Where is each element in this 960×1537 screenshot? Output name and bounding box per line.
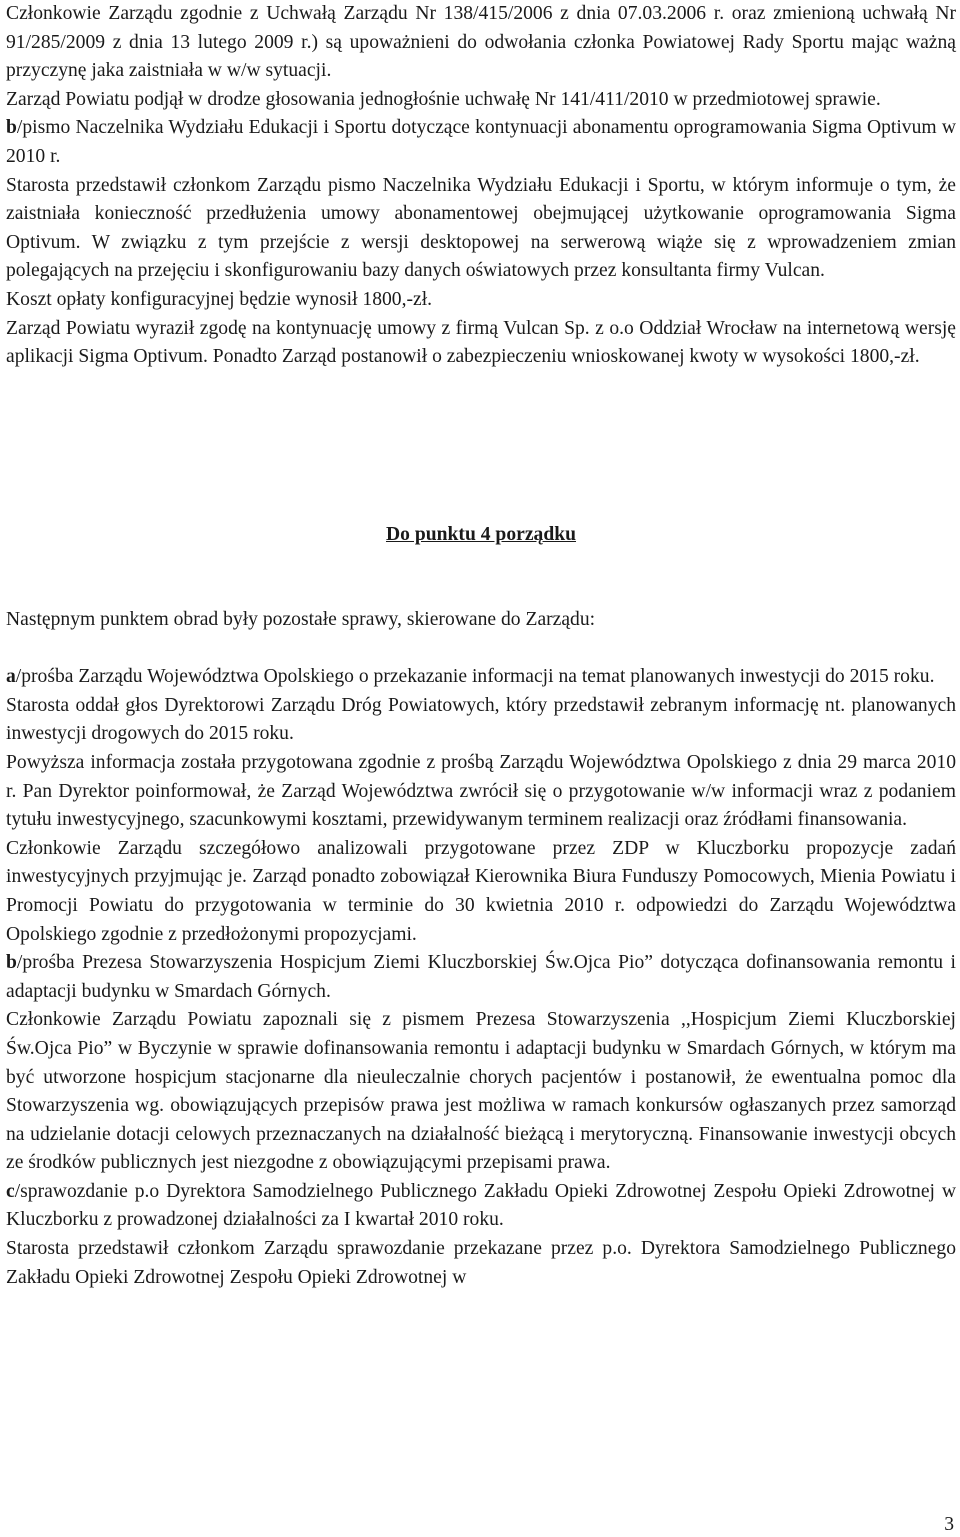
item-b-sigma-optivum [6, 114, 956, 171]
item-label: b [6, 952, 17, 974]
paragraph-roads-director: Starosta oddał głos Dyrektorowi Zarządu Dróg Powiatowych, który przedstawił zebranym informację nt. planowanych inwestycji drogowych do 2015 roku. [6, 694, 956, 745]
item-a-investment-request [6, 663, 956, 692]
paragraph-resolution-adopted: Zarząd Powiatu podjął w drodze głosowania jednogłośnie uchwałę Nr 141/411/2010 w przedmiotowej sprawie. [6, 88, 881, 110]
item-b-hospice-request [6, 949, 956, 1006]
item-label: a [6, 666, 16, 688]
section-heading [6, 521, 956, 550]
paragraph-report-presentation: Starosta przedstawił członkom Zarządu sprawozdanie przekazane przez p.o. Dyrektora Samodzielnego Publicznego Zakładu Opieki Zdrowotnej Zespołu Opieki Zdrowotnej w [6, 1238, 956, 1288]
section-4-body [6, 606, 956, 1292]
paragraph-configuration-cost: Koszt opłaty konfiguracyjnej będzie wynosił 1800,-zł. [6, 288, 433, 310]
item-label: c [6, 1180, 15, 1202]
spacer [6, 635, 956, 664]
paragraph-board-consent: Zarząd Powiatu wyraził zgodę na kontynuację umowy z firmą Vulcan Sp. z o.o Oddział Wrocław na internetową wersję aplikacji Sigma Optivum. Ponadto Zarząd postanowił o zabezpieczeniu wnioskowanej kwoty w wysokości 1800,-zł. [6, 317, 956, 368]
item-text: /prośba Prezesa Stowarzyszenia Hospicjum Ziemi Kluczborskiej Św.Ojca Pio” dotycząca dofinansowania remontu i adaptacji budynku w Smardach Górnych. [6, 952, 956, 1002]
item-c-report [6, 1178, 956, 1235]
item-text: /prośba Zarządu Województwa Opolskiego o przekazanie informacji na temat planowanych inwestycji do 2015 roku. [15, 666, 935, 688]
page-number: 3 [944, 1514, 954, 1535]
heading-item-4: Do punktu 4 porządku [385, 524, 577, 545]
section-3-continuation [6, 0, 956, 372]
item-text: /pismo Naczelnika Wydziału Edukacji i Sportu dotyczące kontynuacji abonamentu oprogramowania Sigma Optivum w 2010 r. [6, 117, 956, 167]
paragraph-other-matters-intro: Następnym punktem obrad były pozostałe sprawy, skierowane do Zarządu: [6, 609, 596, 630]
item-text: /sprawozdanie p.o Dyrektora Samodzielnego Publicznego Zakładu Opieki Zdrowotnej Zespołu Opieki Zdrowotnej w Kluczborku z prowadzonej działalności za I kwartał 2010 roku. [6, 1180, 956, 1231]
item-label: b [6, 117, 17, 139]
paragraph-starosta-presentation: Starosta przedstawił członkom Zarządu pismo Naczelnika Wydziału Edukacji i Sportu, w którym informuje o tym, że zaistniała konieczność przedłużenia umowy abonamentowej obejmującej użytkowanie oprogramowania Sigma Optivum. W związku z tym przejście z wersji desktopowej na serwerową wiąże się z wprowadzeniem zmian polegających na przejęciu i skonfigurowaniu bazy danych oświatowych przez konsultanta firmy Vulcan. [6, 174, 956, 282]
paragraph-information-prepared: Powyższa informacja została przygotowana zgodnie z prośbą Zarządu Województwa Opolskiego z dnia 29 marca 2010 r. Pan Dyrektor poinformował, że Zarząd Województwa zwrócił się o przygotowanie w/w informacji wraz z podaniem tytułu inwestycyjnego, szacunkowymi kosztami, przewidywanym terminem realizacji oraz źródłami finansowania. [6, 751, 956, 831]
paragraph-board-analysis: Członkowie Zarządu szczegółowo analizowali przygotowane przez ZDP w Kluczborku propozycje zadań inwestycyjnych przyjmując je. Zarząd ponadto zobowiązał Kierownika Biura Funduszy Pomocowych, Mienia Powiatu i Promocji Powiatu do przygotowania w terminie do 30 kwietnia 2010 r. odpowiedzi do Zarządu Województwa Opolskiego zgodnie z przedłożonymi propozycjami. [6, 837, 956, 945]
paragraph-council-members-authorization: Członkowie Zarządu zgodnie z Uchwałą Zarządu Nr 138/415/2006 z dnia 07.03.2006 r. oraz zmienioną uchwałą Nr 91/285/2009 z dnia 13 lutego 2009 r.) są upoważnieni do odwołania członka Powiatowej Rady Sportu mając ważną przyczynę jaka zaistniała w w/w sytuacji. [6, 3, 956, 82]
paragraph-hospice-decision: Członkowie Zarządu Powiatu zapoznali się z pismem Prezesa Stowarzyszenia ,,Hospicjum Ziemi Kluczborskiej Św.Ojca Pio” w Byczynie w sprawie dofinansowania remontu i adaptacji budynku w Smardach Górnych, w którym ma być utworzone hospicjum stacjonarne dla nieuleczalnie chorych pacjentów i postanowił, że ewentualna pomoc dla Stowarzyszenia wg. obowiązujących przepisów prawa jest możliwa w ramach konkursów ogłaszanych przez samorząd na udzielanie dotacji celowych przeznaczanych na działalność bieżącą i merytoryczną. Finansowanie inwestycji obcych ze środków publicznych jest niezgodne z obowiązującymi przepisami prawa. [6, 1009, 956, 1174]
